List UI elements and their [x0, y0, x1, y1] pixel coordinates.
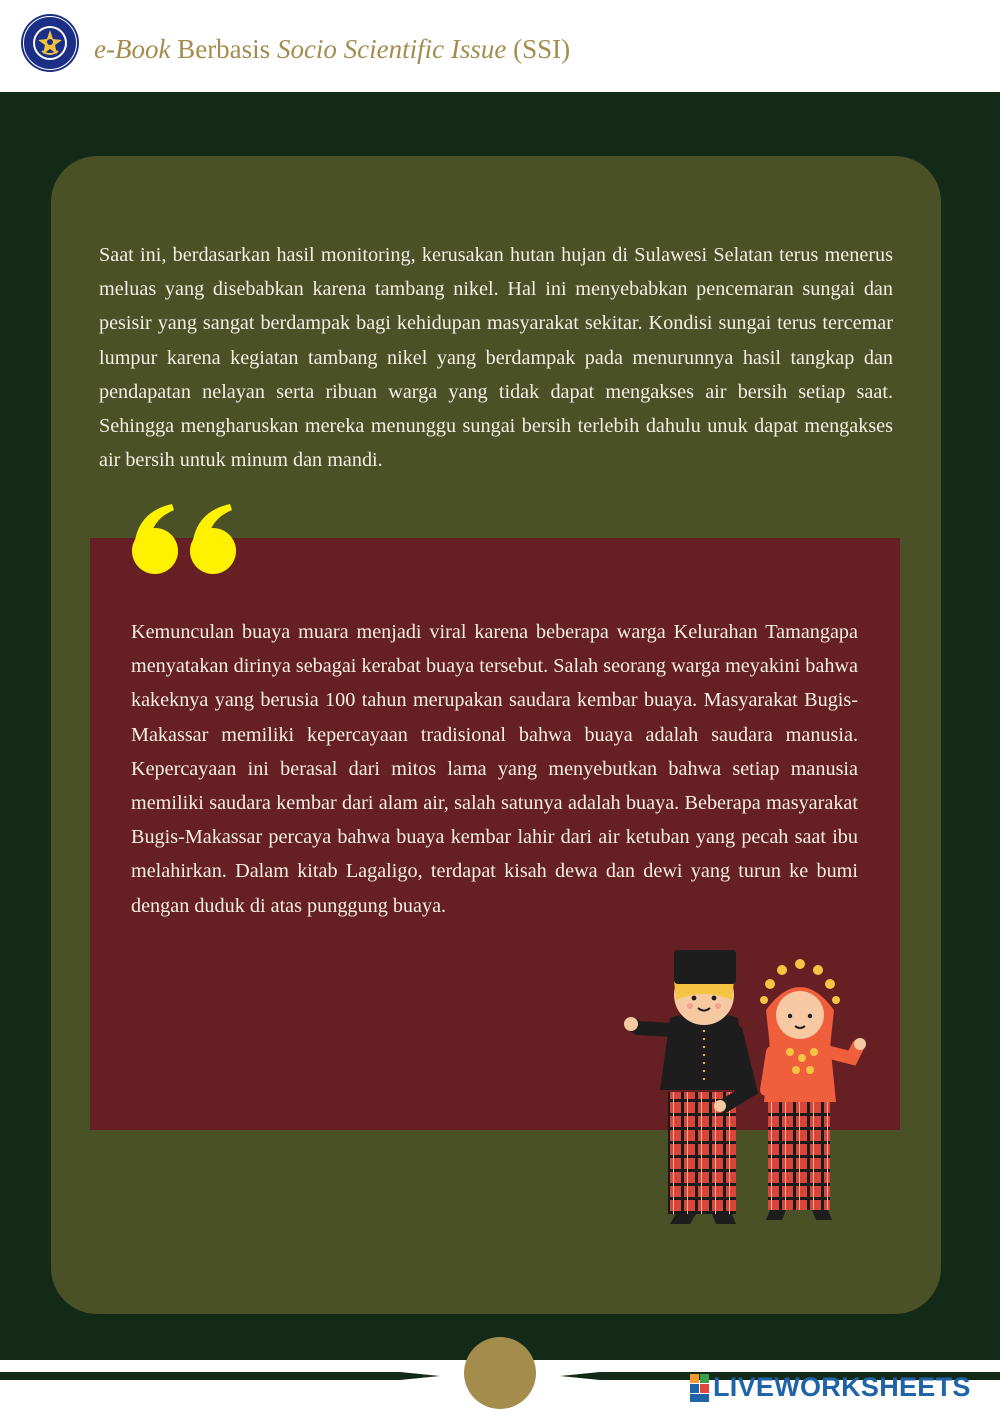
quote-mark-icon: [130, 502, 242, 576]
quote-paragraph: Kemunculan buaya muara menjadi viral karena beberapa warga Kelurahan Tamangapa menyatakan dirinya sebagai kerabat buaya tersebut. Salah seorang warga meyakini bahwa kakeknya yang berusia 100 tahun merupakan saudara kembar buaya. Masyarakat Bugis-Makassar memiliki kepercayaan tradisional bahwa buaya adalah saudara manusia. Kepercayaan ini berasal dari mitos lama yang menyebutkan bahwa setiap manusia memiliki saudara kembar dari alam air, salah satunya adalah buaya. Beberapa masyarakat Bugis-Makassar percaya bahwa buaya kembar lahir dari air ketuban yang pecah saat ibu melahirkan. Dalam kitab Lagaligo, terdapat kisah dewa dan dewi yang turun ke bumi dengan duduk di atas punggung buaya.: [131, 621, 858, 917]
title-ssi-abbr: (SSI): [506, 34, 571, 64]
title-ebook: e-Book: [94, 34, 171, 64]
page-header: [0, 0, 1000, 92]
liveworksheets-brand[interactable]: LIVEWORKSHEETS: [713, 1372, 971, 1402]
title-ssi-full: Socio Scientific Issue: [276, 34, 507, 64]
intro-paragraph: Saat ini, berdasarkan hasil monitoring, kerusakan hutan hujan di Sulawesi Selatan terus menerus meluas yang disebabkan karena tambang nikel. Hal ini menyebabkan pencemaran sungai dan pesisir yang sangat berdampak bagi kehidupan masyarakat sekitar. Kondisi sungai terus tercemar lumpur karena kegiatan tambang nikel yang berdampak pada menurunnya hasil tangkap dan pendapatan nelayan serta ribuan warga yang tidak dapat mengakses air bersih setiap saat. Sehingga mengharuskan mereka menunggu sungai bersih terlebih dahulu unuk dapat mengakses air bersih untuk minum dan mandi.: [99, 244, 893, 472]
ebook-title: [94, 34, 570, 65]
bugis-couple-illustration: [620, 940, 870, 1230]
page-number-circle: [464, 1337, 536, 1409]
title-berbasis: Berbasis: [170, 34, 277, 64]
university-seal-icon: [20, 13, 80, 73]
liveworksheets-badge-icon: [690, 1374, 710, 1402]
